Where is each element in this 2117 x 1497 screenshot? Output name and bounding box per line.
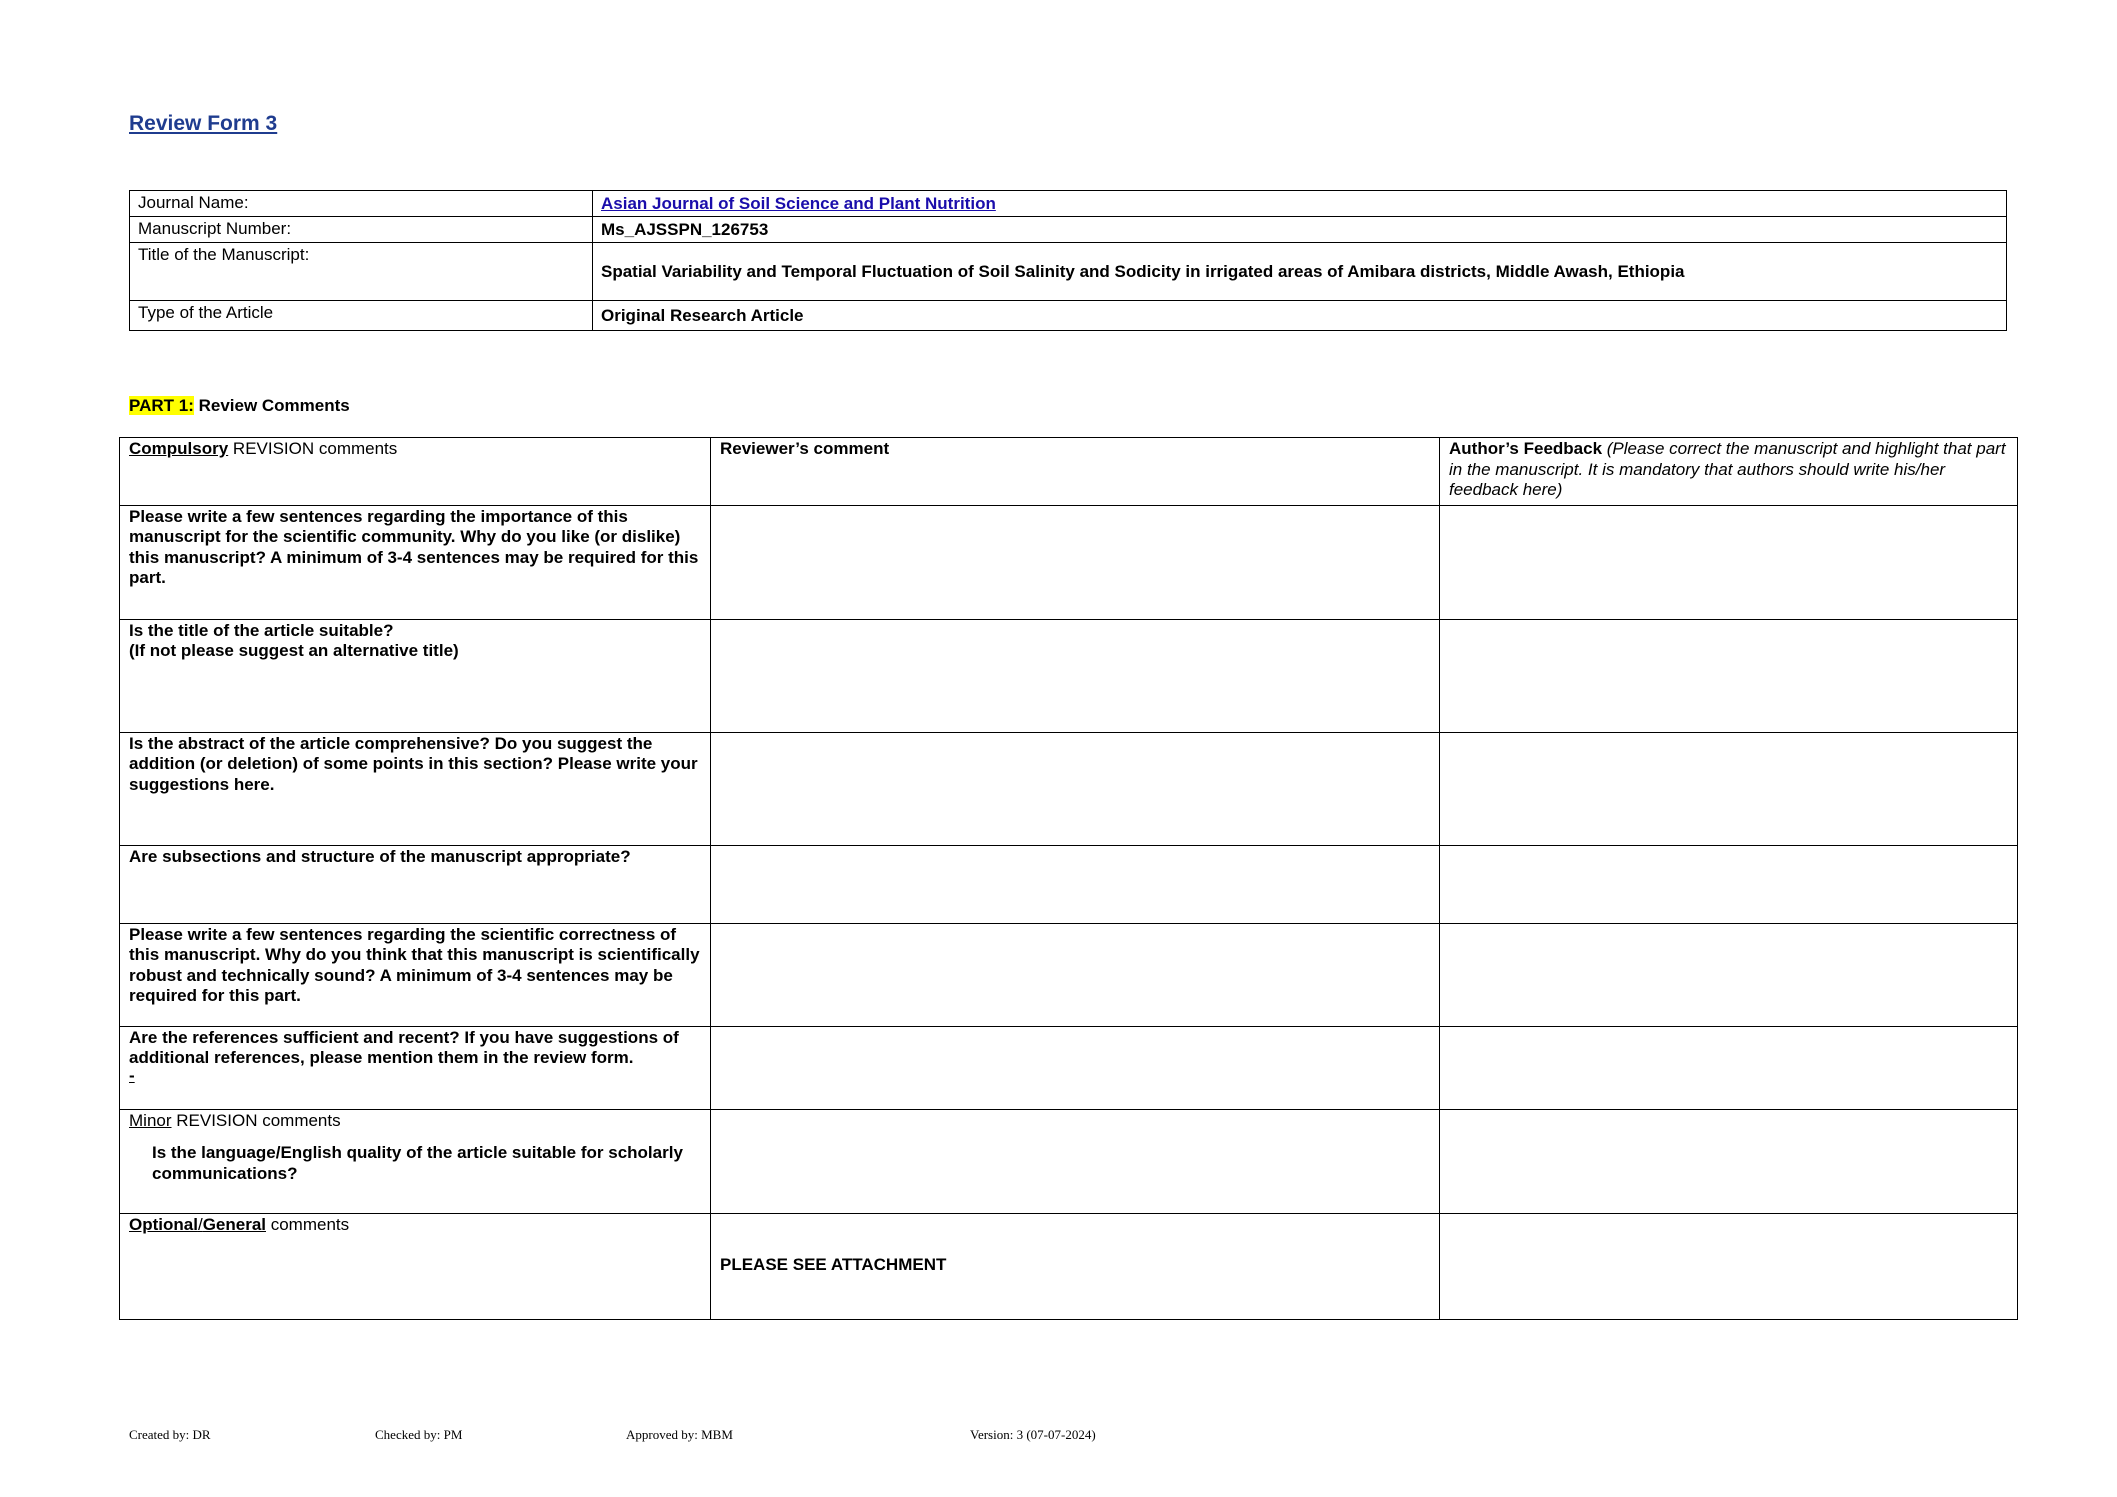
- review-row-title: [120, 619, 2018, 732]
- author-feedback-cell[interactable]: [1440, 732, 2018, 845]
- journal-value: [593, 191, 2007, 217]
- reviewer-comment-cell[interactable]: [711, 619, 1440, 732]
- question-title: [120, 619, 711, 732]
- compulsory-header: [120, 438, 711, 506]
- manuscript-number-label: Manuscript Number:: [130, 217, 593, 243]
- question-references: [120, 1026, 711, 1109]
- review-row-structure: [120, 845, 2018, 923]
- info-row-journal: [130, 191, 2007, 217]
- reviewer-comment-cell[interactable]: [711, 505, 1440, 619]
- minor-revision-cell: [120, 1109, 711, 1213]
- minor-label: Minor: [129, 1110, 172, 1130]
- review-row-optional: [120, 1213, 2018, 1319]
- info-row-manuscript-number: [130, 217, 2007, 243]
- compulsory-label: Compulsory: [129, 439, 229, 458]
- review-row-minor: [120, 1109, 2018, 1213]
- reviewer-comment-cell[interactable]: [711, 732, 1440, 845]
- type-label: Type of the Article: [130, 301, 593, 331]
- footer-approved: Approved by: MBM: [626, 1427, 733, 1442]
- review-header-row: [120, 438, 2018, 506]
- question-title-line1: Is the title of the article suitable?: [129, 620, 394, 640]
- title-label: Title of the Manuscript:: [130, 243, 593, 301]
- reviewer-comment-cell[interactable]: [711, 845, 1440, 923]
- review-row-correctness: [120, 923, 2018, 1026]
- author-feedback-cell[interactable]: [1440, 1109, 2018, 1213]
- part-heading: [129, 396, 350, 416]
- optional-label: Optional: [129, 1214, 198, 1234]
- journal-link[interactable]: Asian Journal of Soil Science and Plant Nutrition: [601, 193, 996, 213]
- minor-label-rest: REVISION comments: [171, 1110, 341, 1130]
- question-structure: Are subsections and structure of the manuscript appropriate?: [120, 845, 711, 923]
- review-row-importance: [120, 505, 2018, 619]
- author-feedback-cell[interactable]: [1440, 1026, 2018, 1109]
- form-title[interactable]: Review Form 3: [129, 112, 278, 135]
- journal-label: Journal Name:: [130, 191, 593, 217]
- reviewer-comment-cell[interactable]: [711, 1026, 1440, 1109]
- review-comments-table: [119, 437, 2018, 1320]
- review-row-abstract: [120, 732, 2018, 845]
- review-row-references: [120, 1026, 2018, 1109]
- footer-created: Created by: DR: [129, 1427, 211, 1442]
- author-feedback-cell[interactable]: [1440, 619, 2018, 732]
- optional-general-cell: [120, 1213, 711, 1319]
- optional-slash: /: [197, 1214, 203, 1234]
- type-value: Original Research Article: [593, 301, 2007, 331]
- compulsory-rest: REVISION comments: [228, 439, 398, 458]
- info-row-title: [130, 243, 2007, 301]
- part-label: PART 1:: [129, 396, 194, 415]
- see-attachment-text: PLEASE SEE ATTACHMENT: [720, 1254, 947, 1274]
- question-references-dash: -: [129, 1065, 135, 1085]
- author-feedback-cell[interactable]: [1440, 505, 2018, 619]
- author-feedback-cell[interactable]: [1440, 845, 2018, 923]
- question-importance: Please write a few sentences regarding the importance of this manuscript for the scientific community. Why do you like (or dislike) this manuscript? A minimum of 3-4 sentences may be required for this part.: [120, 505, 711, 619]
- reviewer-comment-cell[interactable]: [711, 1213, 1440, 1319]
- author-feedback-header: [1440, 438, 2018, 506]
- reviewer-comment-cell[interactable]: [711, 923, 1440, 1026]
- reviewer-comment-cell[interactable]: [711, 1109, 1440, 1213]
- footer-checked: Checked by: PM: [375, 1427, 463, 1442]
- author-feedback-cell[interactable]: [1440, 923, 2018, 1026]
- question-language: Is the language/English quality of the article suitable for scholarly communications?: [152, 1143, 683, 1183]
- reviewer-comment-header: Reviewer’s comment: [711, 438, 1440, 506]
- general-label: General: [202, 1214, 266, 1234]
- author-feedback-note: (Please correct the manuscript and highlight that part in the manuscript. It is mandatory that authors should write his/her feedback here): [1449, 439, 2006, 499]
- manuscript-info-table: [129, 190, 2007, 331]
- question-title-line2: (If not please suggest an alternative title): [129, 641, 459, 660]
- author-feedback-label: Author’s Feedback: [1449, 439, 1603, 458]
- title-value: Spatial Variability and Temporal Fluctuation of Soil Salinity and Sodicity in irrigated areas of Amibara districts, Middle Awash, Ethiopia: [593, 243, 2007, 301]
- question-references-text: Are the references sufficient and recent? If you have suggestions of additional references, please mention them in the review form.: [129, 1027, 679, 1067]
- optional-label-rest: comments: [266, 1214, 350, 1234]
- info-row-type: [130, 301, 2007, 331]
- footer-version: Version: 3 (07-07-2024): [970, 1427, 1096, 1442]
- question-abstract: Is the abstract of the article comprehensive? Do you suggest the addition (or deletion) of some points in this section? Please write your suggestions here.: [120, 732, 711, 845]
- question-correctness: Please write a few sentences regarding the scientific correctness of this manuscript. Why do you think that this manuscript is scientifically robust and technically sound? A minimum of 3-4 sentences may be required for this part.: [120, 923, 711, 1026]
- manuscript-number-value: Ms_AJSSPN_126753: [593, 217, 2007, 243]
- part-title: Review Comments: [193, 396, 350, 415]
- author-feedback-cell[interactable]: [1440, 1213, 2018, 1319]
